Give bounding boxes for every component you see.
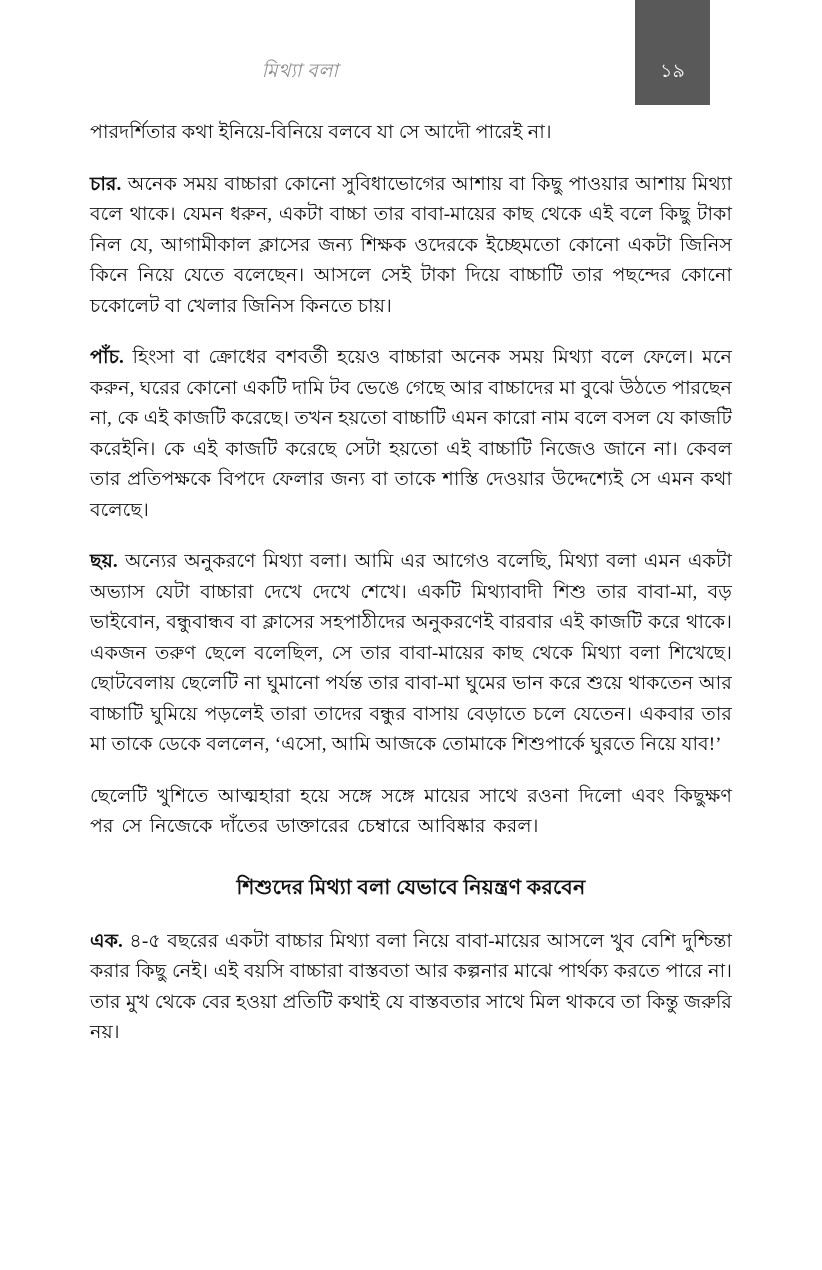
running-head-title: মিথ্যা বলা xyxy=(261,61,339,82)
page-number-box xyxy=(635,0,710,105)
paragraph-pach xyxy=(90,343,732,526)
paragraph-text: হিংসা বা ক্রোধের বশবর্তী হয়েও বাচ্চারা অনেক সময় মিথ্যা বলে ফেলে। মনে করুন, ঘরের কোনো একটি দামি টব ভেঙে গেছে আর বাচ্চাদের মা বুঝে উঠতে পারছেন না, কে এই কাজটি করেছে। তখন হয়তো বাচ্চাটি এমন কারো নাম বলে বসল যে কাজটি করেইনি। কে এই কাজটি করেছে সেটা হয়তো এই বাচ্চাটি নিজেও জানে না। কেবল তার প্রতিপক্ষকে বিপদে ফেলার জন্য বা তাকে শাস্তি দেওয়ার উদ্দেশ্যেই সে এমন কথা বলেছে। xyxy=(90,347,732,521)
paragraph-text: অনেক সময় বাচ্চারা কোনো সুবিধাভোগের আশায় বা কিছু পাওয়ার আশায় মিথ্যা বলে থাকে। যেমন ধরুন, একটা বাচ্চা তার বাবা-মায়ের কাছ থেকে এই বলে কিছু টাকা নিল যে, আগামীকাল ক্লাসের জন্য শিক্ষক ওদেরকে ইচ্ছেমতো কোনো একটা জিনিস কিনে নিয়ে যেতে বলেছেন। আসলে সেই টাকা দিয়ে বাচ্চাটি তার পছন্দের কোনো চকোলেট বা খেলার জিনিস কিনতে চায়। xyxy=(90,173,732,317)
paragraph-continuation xyxy=(90,118,732,149)
paragraph-chhoy xyxy=(90,547,732,761)
paragraph-text: ৪-৫ বছরের একটা বাচ্চার মিথ্যা বলা নিয়ে বাবা-মায়ের আসলে খুব বেশি দুশ্চিন্তা করার কিছু নেই। এই বয়সি বাচ্চারা বাস্তবতা আর কল্পনার মাঝে পার্থক্য করতে পারে না। তার মুখ থেকে বের হওয়া প্রতিটি কথাই যে বাস্তবতার সাথে মিল থাকবে তা কিন্তু জরুরি নয়। xyxy=(90,930,732,1043)
page-number: ১৯ xyxy=(660,61,685,82)
paragraph-text: অন্যের অনুকরণে মিথ্যা বলা। আমি এর আগেও বলেছি, মিথ্যা বলা এমন একটা অভ্যাস যেটা বাচ্চারা দেখে দেখে শেখে। একটি মিথ্যাবাদী শিশু তার বাবা-মা, বড় ভাইবোন, বন্ধুবান্ধব বা ক্লাসের সহপাঠীদের অনুকরণেই বারবার এই কাজটি করে থাকে। একজন তরুণ ছেলে বলেছিল, সে তার বাবা-মায়ের কাছ থেকে মিথ্যা বলা শিখেছে। ছোটবেলায় ছেলেটি না ঘুমানো পর্যন্ত তার বাবা-মা ঘুমের ভান করে শুয়ে থাকতেন আর বাচ্চাটি ঘুমিয়ে পড়লেই তারা তাদের বন্ধুর বাসায় বেড়াতে চলে যেতেন। একবার তার মা তাকে ডেকে বললেন, ‘এসো, আমি আজকে তোমাকে শিশুপার্কে ঘুরতে নিয়ে যাব!’ xyxy=(90,551,732,755)
paragraph-text: ছেলেটি খুশিতে আত্মহারা হয়ে সঙ্গে সঙ্গে মায়ের সাথে রওনা দিলো এবং কিছুক্ষণ পর সে নিজেকে দাঁতের ডাক্তারের চেম্বারে আবিষ্কার করল। xyxy=(90,785,732,837)
page-header xyxy=(0,0,822,106)
paragraph-chheleti xyxy=(90,782,732,843)
paragraph-ek xyxy=(90,927,732,1049)
paragraph-char xyxy=(90,170,732,323)
section-heading: শিশুদের মিথ্যা বলা যেভাবে নিয়ন্ত্রণ করবেন xyxy=(236,876,586,899)
paragraph-lead-label: ছয়. xyxy=(90,551,118,572)
paragraph-lead-label: চার. xyxy=(90,173,122,195)
paragraph-lead-label: এক. xyxy=(90,930,123,952)
paragraph-text: পারদর্শিতার কথা ইনিয়ে-বিনিয়ে বলবে যা সে আদৌ পারেই না। xyxy=(90,122,552,143)
paragraph-lead-label: পাঁচ. xyxy=(90,347,124,368)
page-body xyxy=(90,118,732,1049)
